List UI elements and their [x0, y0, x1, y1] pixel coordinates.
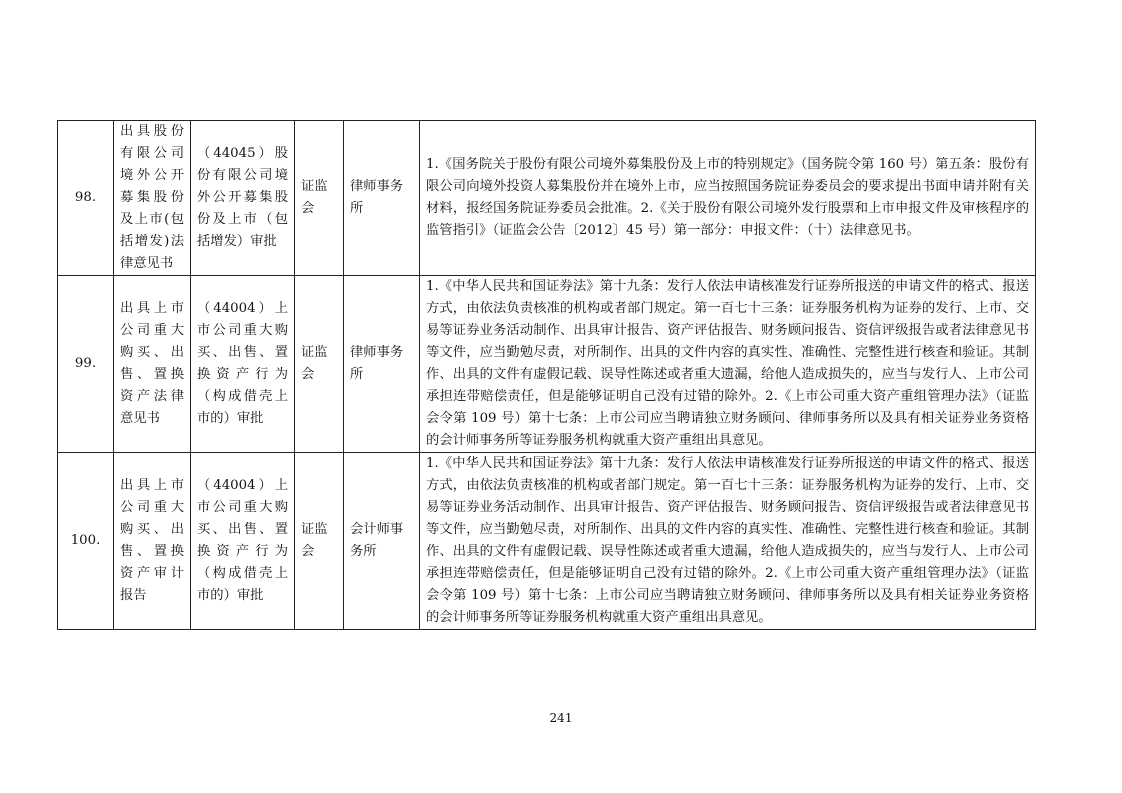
institution-cell: 律师事务所 [344, 121, 420, 276]
approval-matter-cell: （44004）上市公司重大购买、出售、置换资产行为（构成借壳上市的）审批 [191, 453, 295, 630]
table-row [58, 453, 1036, 630]
regulation-table [57, 120, 1036, 630]
row-number: 99. [58, 276, 114, 453]
table-row [58, 276, 1036, 453]
approving-organ-cell: 证监会 [295, 276, 344, 453]
institution-cell: 律师事务所 [344, 276, 420, 453]
table-row [58, 121, 1036, 276]
approving-organ-cell: 证监会 [295, 121, 344, 276]
approving-organ-cell: 证监会 [295, 453, 344, 630]
item-name-cell: 出具上市公司重大购买、出售、置换资产审计报告 [114, 453, 191, 630]
legal-basis-cell: 1.《中华人民共和国证券法》第十九条：发行人依法申请核准发行证券所报送的申请文件的格式、报送方式，由依法负责核准的机构或者部门规定。第一百七十三条：证券服务机构为证券的发行、上市、交易等证券业务活动制作、出具审计报告、资产评估报告、财务顾问报告、资信评级报告或者法律意见书等文件，应当勤勉尽责，对所制作、出具的文件内容的真实性、准确性、完整性进行核查和验证。其制作、出具的文件有虚假记载、误导性陈述或者重大遗漏，给他人造成损失的，应当与发行人、上市公司承担连带赔偿责任，但是能够证明自己没有过错的除外。2.《上市公司重大资产重组管理办法》（证监会令第 109 号）第十七条：上市公司应当聘请独立财务顾问、律师事务所以及具有相关证券业务资格的会计师事务所等证券服务机构就重大资产重组出具意见。 [420, 276, 1036, 453]
approval-matter-cell: （44004）上市公司重大购买、出售、置换资产行为（构成借壳上市的）审批 [191, 276, 295, 453]
approval-matter-cell: （44045）股份有限公司境外公开募集股份及上市（包括增发）审批 [191, 121, 295, 276]
institution-cell: 会计师事务所 [344, 453, 420, 630]
item-name-cell: 出具上市公司重大购买、出售、置换资产法律意见书 [114, 276, 191, 453]
row-number: 98. [58, 121, 114, 276]
legal-basis-cell: 1.《国务院关于股份有限公司境外募集股份及上市的特别规定》（国务院令第 160 号）第五条：股份有限公司向境外投资人募集股份并在境外上市，应当按照国务院证券委员会的要求提出书面申请并附有关材料，报经国务院证券委员会批准。2.《关于股份有限公司境外发行股票和上市申报文件及审核程序的监管指引》（证监会公告〔2012〕45 号）第一部分：申报文件：（十）法律意见书。 [420, 121, 1036, 276]
page-number: 241 [549, 711, 573, 725]
row-number: 100. [58, 453, 114, 630]
legal-basis-cell: 1.《中华人民共和国证券法》第十九条：发行人依法申请核准发行证券所报送的申请文件的格式、报送方式，由依法负责核准的机构或者部门规定。第一百七十三条：证券服务机构为证券的发行、上市、交易等证券业务活动制作、出具审计报告、资产评估报告、财务顾问报告、资信评级报告或者法律意见书等文件，应当勤勉尽责，对所制作、出具的文件内容的真实性、准确性、完整性进行核查和验证。其制作、出具的文件有虚假记载、误导性陈述或者重大遗漏，给他人造成损失的，应当与发行人、上市公司承担连带赔偿责任，但是能够证明自己没有过错的除外。2.《上市公司重大资产重组管理办法》（证监会令第 109 号）第十七条：上市公司应当聘请独立财务顾问、律师事务所以及具有相关证券业务资格的会计师事务所等证券服务机构就重大资产重组出具意见。 [420, 453, 1036, 630]
item-name-cell: 出具股份有限公司境外公开募集股份及上市(包括增发)法律意见书 [114, 121, 191, 276]
